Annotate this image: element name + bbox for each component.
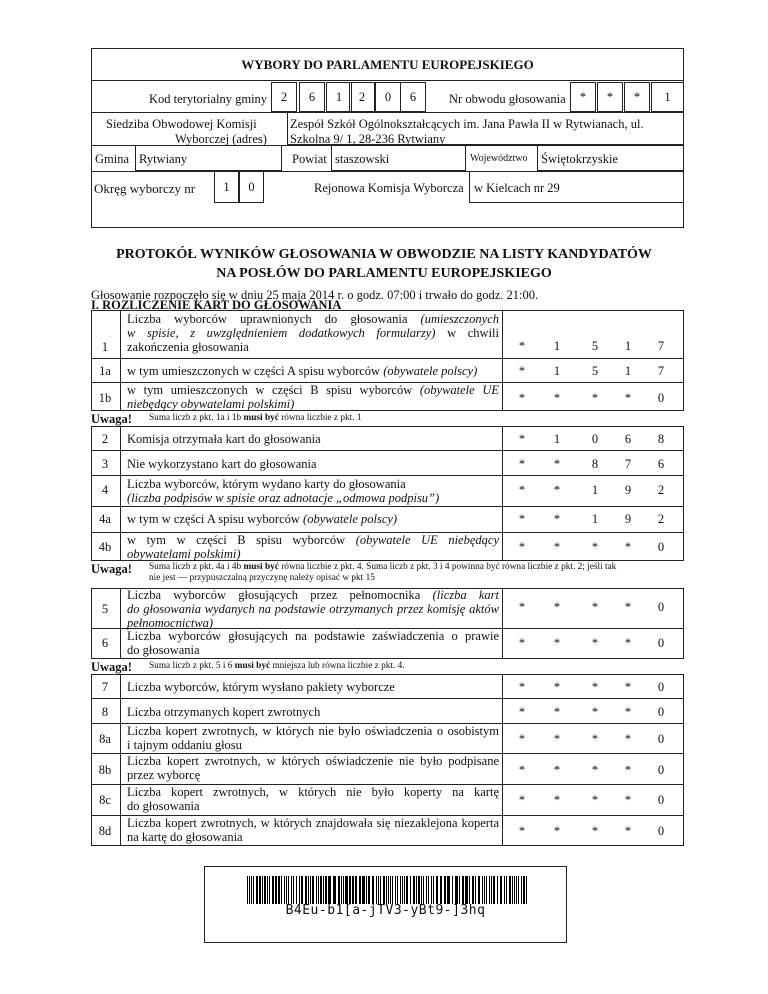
barcode-bar: [431, 876, 432, 904]
barcode-bar: [452, 876, 453, 904]
barcode-bar: [402, 876, 403, 904]
barcode-bar: [506, 876, 507, 904]
barcode-bar: [383, 876, 385, 904]
barcode-bar: [333, 876, 336, 904]
value-digit: *: [518, 391, 526, 405]
row-description: w tym w części B spisu wyborców (obywatele UE niebędący obywatelami polskimi): [127, 533, 499, 561]
value-digit: 0: [657, 763, 665, 777]
seat-label-line2: Wyborczej (adres): [175, 132, 267, 146]
voting-time-intro: Głosowanie rozpoczęło się w dniu 25 maja 2014 r. o godz. 07:00 i trwało do godz. 21:00.: [91, 288, 539, 302]
barcode-bar: [392, 876, 393, 904]
value-digit: *: [624, 793, 632, 807]
barcode-bar: [413, 876, 415, 904]
barcode-bar: [421, 876, 422, 904]
barcode-bar: [426, 876, 427, 904]
county-label: Powiat: [292, 152, 327, 166]
barcode-bar: [400, 876, 401, 904]
value-digit: *: [553, 763, 561, 777]
value-digit: *: [553, 793, 561, 807]
barcode-bar: [423, 876, 424, 904]
row-description: Liczba otrzymanych kopert zwrotnych: [127, 705, 321, 719]
barcode-bar: [462, 876, 464, 904]
barcode-bar: [433, 876, 434, 904]
value-digit: *: [591, 636, 599, 650]
barcode-bar: [397, 876, 398, 904]
regional-commission-label: Rejonowa Komisja Wyborcza: [314, 181, 464, 195]
code-digit: 2: [349, 82, 375, 112]
constituency-label: Okręg wyborczy nr: [94, 181, 196, 196]
value-digit: *: [553, 391, 561, 405]
barcode-bar: [404, 876, 405, 904]
row-number: 4b: [98, 540, 112, 554]
row-description: w tym umieszczonych w części B spisu wyborców (obywatele UE niebędący obywatelami polskimi): [127, 383, 499, 411]
value-digit: *: [624, 540, 632, 554]
value-digit: *: [518, 793, 526, 807]
row-description: Liczba wyborców uprawnionych do głosowania (umieszczonych w spisie, z uwzględnieniem dodatkowych formularzy) w chwili zakończenia głosowania: [127, 312, 499, 354]
value-digit: *: [553, 732, 561, 746]
barcode-bar: [493, 876, 495, 904]
district-digit: *: [570, 82, 596, 112]
row-number: 1: [101, 340, 109, 354]
row-number: 8d: [98, 824, 112, 838]
protocol-title-line2: NA POSŁÓW DO PARLAMENTU EUROPEJSKIEGO: [216, 266, 552, 281]
row-number: 1a: [99, 364, 111, 378]
value-digit: *: [553, 705, 561, 719]
value-digit: *: [518, 512, 526, 526]
barcode-bar: [418, 876, 420, 904]
value-digit: *: [624, 636, 632, 650]
barcode-bar: [518, 876, 519, 904]
note-text: Suma liczb z pkt. 4a i 4b musi być równa liczbie z pkt. 4. Suma liczb z pkt. 3 i 4 powinna być równa liczbie z pkt. 2; jeśli tak nie jest — przypuszczalną przyczynę należy opisać w pkt 15: [149, 562, 617, 583]
value-digit: *: [553, 540, 561, 554]
value-digit: 0: [657, 540, 665, 554]
value-digit: *: [591, 732, 599, 746]
election-title: WYBORY DO PARLAMENTU EUROPEJSKIEGO: [241, 57, 534, 72]
regional-commission-value: w Kielcach nr 29: [474, 181, 560, 195]
value-digit: 0: [657, 680, 665, 694]
note-warning-label: Uwaga!: [91, 562, 132, 576]
barcode-bar: [281, 876, 282, 904]
value-digit: *: [591, 763, 599, 777]
barcode-bar: [406, 876, 408, 904]
row-description: w tym umieszczonych w części A spisu wyborców (obywatele polscy): [127, 364, 478, 378]
code-digit: 6: [400, 82, 426, 112]
barcode-bar: [447, 876, 450, 904]
constituency-digit: 0: [239, 171, 264, 203]
value-digit: 0: [657, 600, 665, 614]
barcode-bar: [444, 876, 446, 904]
value-digit: 0: [657, 824, 665, 838]
value-digit: *: [553, 680, 561, 694]
barcode-bar: [497, 876, 498, 904]
barcode-bar: [253, 876, 254, 904]
district-digit: *: [597, 82, 623, 112]
protocol-title-line1: PROTOKÓŁ WYNIKÓW GŁOSOWANIA W OBWODZIE NA LISTY KANDYDATÓW: [116, 247, 652, 262]
value-digit: 0: [657, 793, 665, 807]
barcode-bar: [469, 876, 470, 904]
value-digit: 1: [553, 432, 561, 446]
value-digit: *: [591, 680, 599, 694]
row-number: 7: [101, 680, 109, 694]
barcode-bar: [310, 876, 311, 904]
barcode-bar: [278, 876, 280, 904]
barcode-text: B4Eu-b1[a-jTV3-yBt9-]3hq: [285, 903, 486, 918]
barcode-bar: [395, 876, 396, 904]
barcode-bar: [247, 876, 248, 904]
value-digit: *: [624, 763, 632, 777]
barcode-bar: [293, 876, 294, 904]
barcode-bar: [362, 876, 365, 904]
value-digit: *: [553, 483, 561, 497]
barcode-bar: [465, 876, 468, 904]
barcode-bar: [272, 876, 274, 904]
note-text: Suma liczb z pkt. 5 i 6 musi być mniejsza lub równa liczbie z pkt. 4.: [149, 661, 405, 671]
barcode-bar: [338, 876, 340, 904]
barcode-bar: [308, 876, 309, 904]
seat-address-line1: Zespół Szkół Ogólnokształcących im. Jana Pawła II w Rytwianach, ul.: [290, 117, 644, 131]
value-digit: *: [591, 391, 599, 405]
barcode-bar: [269, 876, 270, 904]
barcode-bar: [349, 876, 351, 904]
value-digit: *: [518, 457, 526, 471]
value-digit: *: [553, 636, 561, 650]
value-digit: *: [624, 391, 632, 405]
barcode-bar: [376, 876, 377, 904]
barcode-bar: [416, 876, 417, 904]
barcode-bar: [388, 876, 389, 904]
code-digit: 0: [375, 82, 401, 112]
row-description: Liczba kopert zwrotnych, w których nie było koperty na kartę do głosowania: [127, 785, 499, 813]
barcode-bar: [484, 876, 485, 904]
barcode-bar: [459, 876, 460, 904]
barcode-bar: [359, 876, 361, 904]
barcode-bar: [475, 876, 476, 904]
value-digit: 1: [591, 483, 599, 497]
barcode-bar: [325, 876, 327, 904]
row-number: 1b: [98, 391, 112, 405]
row-number: 2: [101, 432, 109, 446]
barcode-bar: [428, 876, 429, 904]
value-digit: *: [518, 432, 526, 446]
value-digit: 1: [553, 339, 561, 353]
barcode-bar: [380, 876, 381, 904]
value-digit: 8: [591, 457, 599, 471]
row-description: Liczba kopert zwrotnych, w których nie było oświadczenia o osobistym i tajnym oddaniu głosu: [127, 724, 499, 752]
barcode: [247, 876, 530, 904]
barcode-bar: [256, 876, 258, 904]
district-digit: *: [624, 82, 650, 112]
value-digit: 5: [591, 364, 599, 378]
barcode-bar: [516, 876, 517, 904]
value-digit: *: [518, 763, 526, 777]
value-digit: 6: [657, 457, 665, 471]
barcode-bar: [523, 876, 525, 904]
value-digit: 0: [591, 432, 599, 446]
barcode-bar: [436, 876, 438, 904]
barcode-bar: [500, 876, 502, 904]
district-number-label: Nr obwodu głosowania: [449, 92, 566, 106]
row-description: Nie wykorzystano kart do głosowania: [127, 457, 317, 471]
value-digit: 1: [591, 512, 599, 526]
barcode-bar: [504, 876, 505, 904]
value-digit: 7: [657, 339, 665, 353]
row-description: Liczba kopert zwrotnych, w których znajdowała się niezaklejona koperta na kartę do głosowania: [127, 816, 499, 844]
barcode-bar: [264, 876, 266, 904]
municipality-value: Rytwiany: [139, 152, 188, 166]
barcode-bar: [509, 876, 511, 904]
voivodeship-value: Świętokrzyskie: [541, 152, 619, 166]
value-digit: *: [518, 600, 526, 614]
municipality-label: Gmina: [95, 152, 130, 166]
barcode-bar: [410, 876, 411, 904]
value-digit: *: [624, 824, 632, 838]
value-digit: *: [553, 457, 561, 471]
barcode-bar: [366, 876, 367, 904]
value-digit: *: [624, 680, 632, 694]
value-digit: *: [624, 732, 632, 746]
barcode-bar: [491, 876, 492, 904]
value-digit: 2: [657, 483, 665, 497]
value-digit: *: [591, 705, 599, 719]
value-digit: *: [591, 824, 599, 838]
value-digit: *: [624, 600, 632, 614]
section-heading: I. ROZLICZENIE KART DO GŁOSOWANIA: [91, 298, 342, 312]
barcode-bar: [251, 876, 252, 904]
barcode-bar: [440, 876, 442, 904]
barcode-bar: [390, 876, 391, 904]
barcode-bar: [249, 876, 250, 904]
barcode-bar: [305, 876, 307, 904]
row-number: 8c: [99, 793, 111, 807]
barcode-bar: [512, 876, 513, 904]
row-description: Liczba wyborców głosujących na podstawie zaświadczenia o prawie do głosowania: [127, 629, 499, 657]
district-digit: 1: [651, 82, 684, 112]
value-digit: 1: [624, 364, 632, 378]
value-digit: 7: [657, 364, 665, 378]
row-number: 8a: [99, 732, 111, 746]
row-description: Liczba wyborców, którym wysłano pakiety wyborcze: [127, 680, 395, 694]
value-digit: *: [518, 705, 526, 719]
value-digit: *: [591, 793, 599, 807]
barcode-bar: [291, 876, 292, 904]
barcode-bar: [482, 876, 483, 904]
value-digit: *: [553, 600, 561, 614]
barcode-bar: [284, 876, 285, 904]
note-warning-label: Uwaga!: [91, 412, 132, 426]
barcode-bar: [286, 876, 287, 904]
value-digit: 2: [657, 512, 665, 526]
value-digit: *: [518, 540, 526, 554]
barcode-bar: [328, 876, 331, 904]
seat-label-line1: Siedziba Obwodowej Komisji: [106, 117, 257, 131]
row-number: 6: [101, 636, 109, 650]
row-number: 8b: [98, 763, 112, 777]
barcode-bar: [259, 876, 261, 904]
value-digit: 0: [657, 732, 665, 746]
barcode-bar: [275, 876, 277, 904]
code-digit: 2: [271, 82, 297, 112]
row-description: Liczba kopert zwrotnych, w których oświadczenie nie było podpisane przez wyborcę: [127, 754, 499, 782]
barcode-bar: [526, 876, 527, 904]
barcode-bar: [318, 876, 319, 904]
value-digit: 1: [553, 364, 561, 378]
value-digit: *: [518, 339, 526, 353]
barcode-bar: [368, 876, 370, 904]
value-digit: 9: [624, 512, 632, 526]
barcode-bar: [301, 876, 303, 904]
row-description: Komisja otrzymała kart do głosowania: [127, 432, 321, 446]
value-digit: 5: [591, 339, 599, 353]
constituency-digit: 1: [214, 171, 239, 203]
county-value: staszowski: [335, 152, 390, 166]
barcode-bar: [486, 876, 487, 904]
value-digit: *: [624, 705, 632, 719]
barcode-bar: [312, 876, 314, 904]
barcode-bar: [514, 876, 515, 904]
barcode-bar: [296, 876, 297, 904]
barcode-bar: [489, 876, 490, 904]
barcode-bar: [288, 876, 289, 904]
value-digit: *: [518, 636, 526, 650]
barcode-bar: [378, 876, 379, 904]
barcode-bar: [267, 876, 268, 904]
barcode-bar: [345, 876, 348, 904]
row-description: w tym w części A spisu wyborców (obywatele polscy): [127, 512, 398, 526]
value-digit: *: [553, 512, 561, 526]
value-digit: 0: [657, 705, 665, 719]
value-digit: 0: [657, 391, 665, 405]
code-digit: 1: [326, 82, 352, 112]
value-digit: *: [518, 483, 526, 497]
barcode-bar: [455, 876, 458, 904]
value-digit: *: [591, 600, 599, 614]
barcode-bar: [386, 876, 387, 904]
row-number: 5: [101, 602, 109, 616]
barcode-bar: [262, 876, 263, 904]
barcode-bar: [355, 876, 357, 904]
value-digit: *: [518, 824, 526, 838]
barcode-bar: [320, 876, 322, 904]
row-description: Liczba wyborców, którym wydano karty do głosowania (liczba podpisów w spisie oraz adnotacje „odmowa podpisu”): [127, 477, 440, 505]
row-number: 4: [101, 483, 109, 497]
value-digit: 6: [624, 432, 632, 446]
barcode-bar: [472, 876, 474, 904]
value-digit: 9: [624, 483, 632, 497]
barcode-bar: [352, 876, 354, 904]
barcode-bar: [478, 876, 480, 904]
voivodeship-label: Województwo: [470, 153, 528, 164]
barcode-bar: [343, 876, 344, 904]
row-number: 8: [101, 705, 109, 719]
seat-address-line2: Szkolna 9/ 1, 28-236 Rytwiany: [290, 132, 446, 146]
barcode-bar: [341, 876, 342, 904]
value-digit: *: [518, 364, 526, 378]
value-digit: 8: [657, 432, 665, 446]
row-number: 3: [101, 457, 109, 471]
barcode-bar: [521, 876, 522, 904]
barcode-bar: [299, 876, 300, 904]
code-digit: 6: [299, 82, 325, 112]
barcode-bar: [316, 876, 317, 904]
barcode-bar: [323, 876, 324, 904]
value-digit: *: [553, 824, 561, 838]
barcode-bar: [372, 876, 374, 904]
value-digit: 0: [657, 636, 665, 650]
row-description: Liczba wyborców głosujących przez pełnomocnika (liczba kart do głosowania wydanych na podstawie otrzymanych przez komisję aktów pełnomocnictwa): [127, 588, 499, 630]
value-digit: *: [518, 732, 526, 746]
territorial-code-label: Kod terytorialny gminy: [149, 92, 268, 106]
row-number: 4a: [99, 512, 111, 526]
value-digit: *: [518, 680, 526, 694]
value-digit: *: [591, 540, 599, 554]
value-digit: 7: [624, 457, 632, 471]
note-text: Suma liczb z pkt. 1a i 1b musi być równa liczbie z pkt. 1: [149, 413, 362, 423]
note-warning-label: Uwaga!: [91, 660, 132, 674]
value-digit: 1: [624, 339, 632, 353]
